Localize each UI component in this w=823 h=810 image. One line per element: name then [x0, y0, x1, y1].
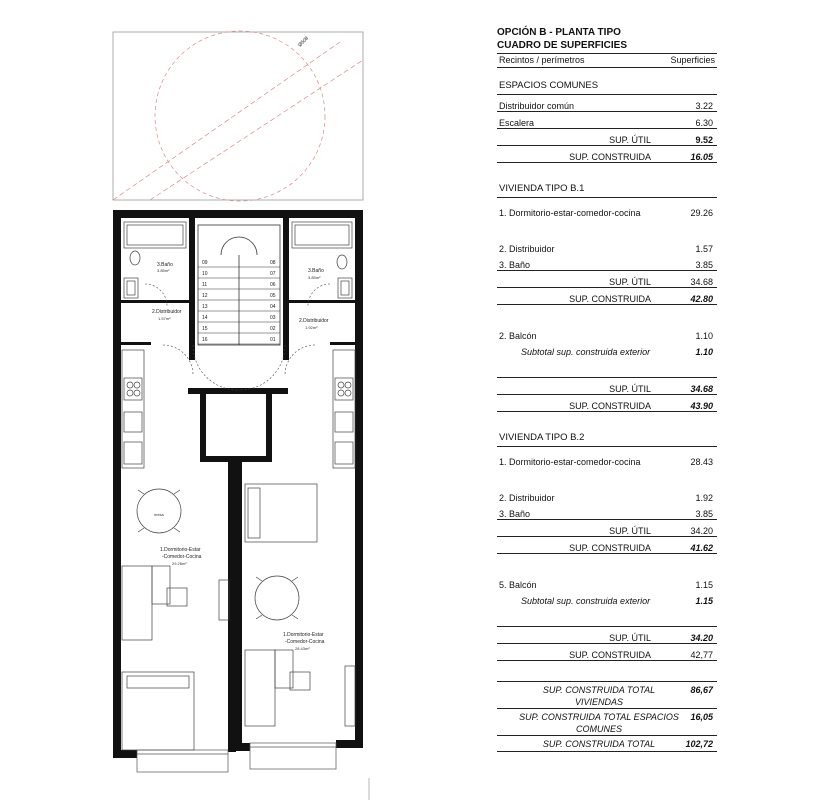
stair-step-number: 06: [270, 282, 276, 288]
row-value: 6.30: [695, 118, 713, 128]
row-label: 3. Baño: [499, 509, 531, 519]
sup-util-label: SUP. ÚTIL: [609, 384, 651, 394]
sup-util-row: [497, 377, 717, 395]
row-value: 3.22: [695, 101, 713, 111]
stair-step-number: 09: [202, 260, 208, 266]
kitchen-right: [333, 350, 355, 468]
dorm-left-label-1: 1.Dormitorio-Estar: [160, 547, 201, 553]
table-row: [497, 325, 717, 341]
total-label: SUP. CONSTRUIDA TOTAL VIVIENDAS: [542, 685, 656, 707]
dorm-left-area: 29.26m²: [172, 561, 187, 566]
row-value: 1.57: [695, 244, 713, 254]
subtotal-value: 1.15: [695, 596, 713, 606]
distribuidor-left-label: 2.Distribuidor: [152, 309, 182, 315]
sup-util-value: 9.52: [695, 135, 713, 145]
table-row: [497, 112, 717, 129]
row-value: 3.85: [695, 260, 713, 270]
stair-step-number: 05: [270, 293, 276, 299]
stair-step-number: 07: [270, 271, 276, 277]
sup-const-row: [497, 146, 717, 163]
table-row: [497, 487, 717, 503]
total-row-comunes: [497, 709, 717, 736]
sup-const-row: [497, 537, 717, 554]
sup-const-row: [497, 644, 717, 661]
sup-const-value: 43.90: [690, 401, 713, 411]
stair-step-number: 10: [202, 271, 208, 277]
table-row: [497, 451, 717, 467]
row-label: 2. Distribuidor: [499, 493, 555, 503]
subtotal-label: Subtotal sup. construida exterior: [521, 596, 651, 606]
table-left-label: mesa: [154, 512, 164, 517]
sup-util-row: [497, 129, 717, 146]
row-label: 1. Dormitorio-estar-comedor-cocina: [499, 457, 641, 467]
stair-step-number: 11: [202, 282, 208, 288]
dorm-right-label-2: -Comedor-Cocina: [285, 639, 325, 645]
stair-step-number: 12: [202, 293, 208, 299]
row-label: Distribuidor común: [499, 101, 575, 111]
sup-const-value: 42,77: [690, 650, 713, 660]
subtotal-row: [497, 590, 717, 606]
table-row: [497, 95, 717, 112]
total-row-general: [497, 736, 717, 752]
sup-util-value: 34.20: [690, 526, 713, 536]
table-row: [497, 503, 717, 520]
stair-step-number: 01: [270, 337, 276, 343]
table-row: [497, 202, 717, 218]
total-label: SUP. CONSTRUIDA TOTAL: [542, 739, 656, 749]
stair-step-number: 15: [202, 326, 208, 332]
sup-const-value: 16.05: [690, 152, 713, 162]
row-label: 2. Balcón: [499, 331, 537, 341]
bathroom-right: [292, 222, 352, 298]
row-label: 2. Distribuidor: [499, 244, 555, 254]
row-label: 5. Balcón: [499, 580, 537, 590]
sup-const-row: [497, 395, 717, 412]
furniture-right: [245, 484, 355, 726]
stair-step-number: 08: [270, 260, 276, 266]
row-value: 28.43: [690, 457, 713, 467]
total-value: 102,72: [685, 739, 713, 749]
sup-util-row: [497, 271, 717, 288]
bano-left-area: 3.85m²: [157, 268, 170, 273]
sup-const-label: SUP. CONSTRUIDA: [569, 294, 651, 304]
table-row: [497, 574, 717, 590]
sup-const-value: 42.80: [690, 294, 713, 304]
section-title-b1: VIVIENDA TIPO B.1: [497, 183, 717, 198]
sup-const-value: 41.62: [690, 543, 713, 553]
table-row: [497, 238, 717, 254]
sup-util-value: 34.68: [690, 384, 713, 394]
table-row: [497, 254, 717, 271]
subtotal-value: 1.10: [695, 347, 713, 357]
table-title-1: OPCIÓN B - PLANTA TIPO: [497, 27, 621, 38]
dorm-right-label-1: 1.Dormitorio-Estar: [283, 632, 324, 638]
sup-util-label: SUP. ÚTIL: [609, 135, 651, 145]
sup-util-label: SUP. ÚTIL: [609, 526, 651, 536]
stair-step-number: 03: [270, 315, 276, 321]
stair-step-number: 02: [270, 326, 276, 332]
subtotal-label: Subtotal sup. construida exterior: [521, 347, 651, 357]
dorm-left-label-2: -Comedor-Cocina: [162, 554, 202, 560]
sup-util-label: SUP. ÚTIL: [609, 633, 651, 643]
row-label: Escalera: [499, 118, 535, 128]
sup-const-label: SUP. CONSTRUIDA: [569, 152, 651, 162]
bathroom-left: [124, 222, 186, 298]
sup-const-row: [497, 288, 717, 305]
furniture-left: [122, 489, 229, 750]
stair-step-number: 14: [202, 315, 208, 321]
row-label: 3. Baño: [499, 260, 531, 270]
total-row-viviendas: [497, 681, 717, 709]
distribuidor-left-area: 1.57m²: [158, 316, 171, 321]
row-value: 1.92: [695, 493, 713, 503]
sup-const-label: SUP. CONSTRUIDA: [569, 650, 651, 660]
bano-left-label: 3.Baño: [157, 262, 173, 268]
total-value: 86,67: [690, 685, 713, 695]
sup-const-label: SUP. CONSTRUIDA: [569, 543, 651, 553]
section-title-b2: VIVIENDA TIPO B.2: [497, 432, 717, 447]
table-header: [497, 53, 717, 68]
stair-step-number: 04: [270, 304, 276, 310]
subtotal-row: [497, 341, 717, 357]
stair-step-number: 13: [202, 304, 208, 310]
kitchen-left: [122, 350, 144, 468]
bano-right-label: 3.Baño: [308, 268, 324, 274]
total-label: SUP. CONSTRUIDA TOTAL ESPACIOS COMUNES: [519, 712, 679, 734]
sup-util-value: 34.20: [690, 633, 713, 643]
total-value: 16,05: [690, 712, 713, 722]
table-title-2: CUADRO DE SUPERFICIES: [497, 40, 628, 51]
sup-util-value: 34.68: [690, 277, 713, 287]
distribuidor-right-area: 1.92m²: [305, 325, 318, 330]
terrace: [113, 31, 363, 201]
row-value: 29.26: [690, 208, 713, 218]
sup-util-row: [497, 626, 717, 644]
sup-util-row: [497, 520, 717, 537]
row-value: 1.10: [695, 331, 713, 341]
col-left-header: Recintos / perímetros: [499, 55, 585, 65]
stair-step-number: 16: [202, 337, 208, 343]
dorm-right-area: 28.43m²: [295, 646, 310, 651]
section-title-comunes: ESPACIOS COMUNES: [497, 80, 717, 95]
distribuidor-right-label: 2.Distribuidor: [299, 318, 329, 324]
surface-table: [497, 26, 717, 752]
dimension-label: Ø508: [297, 35, 311, 49]
row-value: 1.15: [695, 580, 713, 590]
sup-const-label: SUP. CONSTRUIDA: [569, 401, 651, 411]
col-right-header: Superficies: [670, 55, 715, 65]
stair: [198, 225, 280, 345]
row-value: 3.85: [695, 509, 713, 519]
row-label: 1. Dormitorio-estar-comedor-cocina: [499, 208, 641, 218]
sup-util-label: SUP. ÚTIL: [609, 277, 651, 287]
bano-right-area: 3.85m²: [308, 275, 321, 280]
